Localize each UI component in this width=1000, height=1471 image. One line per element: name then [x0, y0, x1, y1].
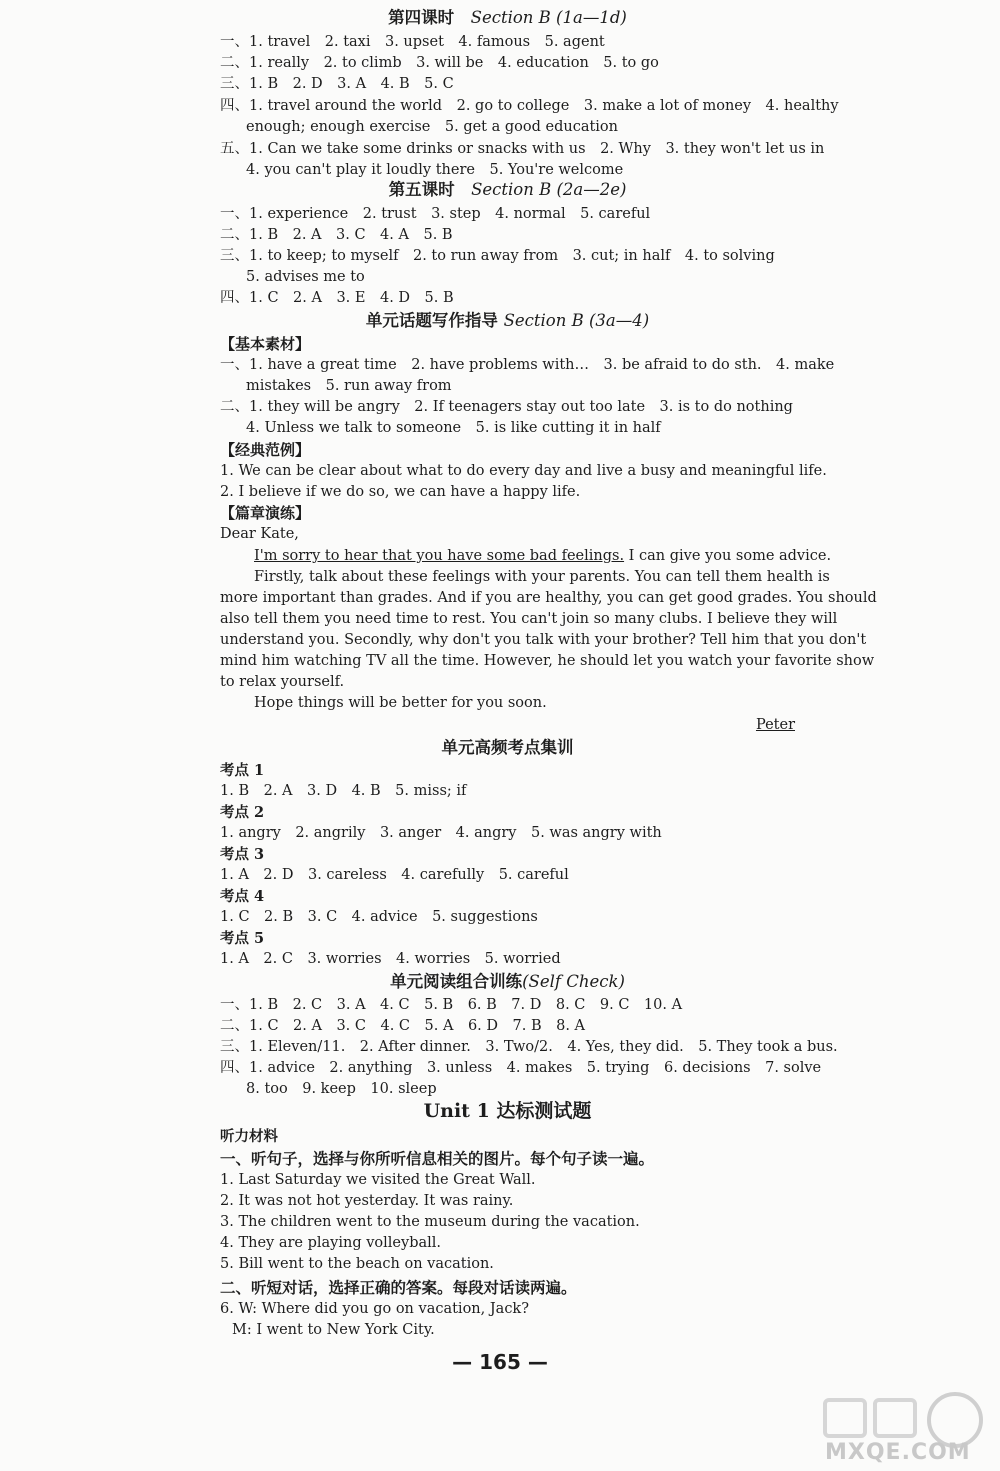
keypoint-label: 考点 5	[220, 930, 265, 947]
essay-line: mind him watching TV all the time. However, he should let you watch your favorite show	[220, 653, 875, 669]
lesson4-line: enough; enough exercise 5. get a good education	[246, 119, 619, 135]
keypoint-label: 考点 1	[220, 762, 265, 779]
essay-line: Firstly, talk about these feelings with your parents. You can tell them health is	[254, 569, 830, 585]
part1-heading: 一、听句子，选择与你所听信息相关的图片。每个句子读一遍。	[220, 1149, 655, 1168]
essay-first-line-rest: I can give you some advice.	[624, 548, 832, 564]
example-line: 2. I believe if we do so, we can have a happy life.	[220, 484, 581, 500]
watermark-text: MXQE.COM	[825, 1440, 971, 1465]
basic-line: 4. Unless we talk to someone 5. is like cutting it in half	[246, 420, 661, 436]
page-number: — 165 —	[452, 1350, 548, 1374]
essay-first-line	[254, 546, 832, 567]
essay-line: more important than grades. And if you are healthy, you can get good grades. You should	[220, 590, 877, 606]
keypoint-label: 考点 3	[220, 846, 265, 863]
essay-line: understand you. Secondly, why don't you talk with your brother? Tell him that you don't	[220, 632, 867, 648]
lesson5-line: 二、1. B 2. A 3. C 4. A 5. B	[220, 227, 453, 243]
keypoint-answers: 1. A 2. C 3. worries 4. worries 5. worried	[220, 951, 561, 967]
lesson4-title: 第四课时 Section B (1a—1d)	[388, 8, 627, 27]
keypoint-label: 考点 4	[220, 888, 265, 905]
keypoint-answers: 1. C 2. B 3. C 4. advice 5. suggestions	[220, 909, 538, 925]
reading-line: 四、1. advice 2. anything 3. unless 4. makes 5. trying 6. decisions 7. solve	[220, 1060, 822, 1076]
lesson5-title: 第五课时 Section B (2a—2e)	[388, 180, 627, 199]
lesson4-line: 4. you can't play it loudly there 5. You're welcome	[246, 162, 624, 178]
keypoint-answers: 1. angry 2. angrily 3. anger 4. angry 5. was angry with	[220, 825, 662, 841]
lesson4-line: 二、1. really 2. to climb 3. will be 4. education 5. to go	[220, 55, 659, 71]
example-label: 【经典范例】	[220, 441, 311, 459]
lesson5-line: 四、1. C 2. A 3. E 4. D 5. B	[220, 290, 454, 306]
essay-underlined-sentence: I'm sorry to hear that you have some bad feelings.	[254, 548, 625, 564]
essay-salutation: Dear Kate,	[220, 526, 299, 542]
lesson5-line: 5. advises me to	[246, 269, 365, 285]
basic-line: 二、1. they will be angry 2. If teenagers stay out too late 3. is to do nothing	[220, 399, 793, 415]
lesson4-line: 四、1. travel around the world 2. go to college 3. make a lot of money 4. healthy	[220, 98, 839, 114]
writing-title: 单元话题写作指导 Section B (3a—4)	[365, 311, 650, 330]
listening-label: 听力材料	[220, 1128, 278, 1145]
reading-line: 一、1. B 2. C 3. A 4. C 5. B 6. B 7. D 8. C 9. C 10. A	[220, 997, 683, 1013]
lesson4-line: 一、1. travel 2. taxi 3. upset 4. famous 5. agent	[220, 34, 605, 50]
basic-material-label: 【基本素材】	[220, 335, 311, 353]
reading-line: 三、1. Eleven/11. 2. After dinner. 3. Two/2. 4. Yes, they did. 5. They took a bus.	[220, 1039, 838, 1055]
lesson4-line: 五、1. Can we take some drinks or snacks with us 2. Why 3. they won't let us in	[220, 141, 825, 157]
reading-title: 单元阅读组合训练(Self Check)	[390, 972, 625, 991]
basic-line: 一、1. have a great time 2. have problems with… 3. be afraid to do sth. 4. make	[220, 357, 835, 373]
lesson4-line: 三、1. B 2. D 3. A 4. B 5. C	[220, 76, 454, 92]
reading-line: 二、1. C 2. A 3. C 4. C 5. A 6. D 7. B 8. A	[220, 1018, 586, 1034]
lesson5-line: 三、1. to keep; to myself 2. to run away from 3. cut; in half 4. to solving	[220, 248, 775, 264]
essay-line: also tell them you need time to rest. You can't join so many clubs. I believe they will	[220, 611, 838, 627]
unit-test-title: Unit 1 达标测试题	[423, 1100, 592, 1122]
listening-sentence: 1. Last Saturday we visited the Great Wall.	[220, 1172, 536, 1188]
keypoint-answers: 1. A 2. D 3. careless 4. carefully 5. careful	[220, 867, 569, 883]
lesson5-line: 一、1. experience 2. trust 3. step 4. normal 5. careful	[220, 206, 651, 222]
dialogue-line: M: I went to New York City.	[232, 1322, 435, 1338]
essay-label: 【篇章演练】	[220, 504, 311, 522]
keypoint-label: 考点 2	[220, 804, 265, 821]
listening-sentence: 5. Bill went to the beach on vacation.	[220, 1256, 494, 1272]
essay-signature: Peter	[755, 717, 795, 733]
part2-heading: 二、听短对话，选择正确的答案。每段对话读两遍。	[220, 1278, 577, 1297]
keypoint-answers: 1. B 2. A 3. D 4. B 5. miss; if	[220, 783, 467, 799]
listening-sentence: 4. They are playing volleyball.	[220, 1235, 442, 1251]
listening-sentence: 3. The children went to the museum during the vacation.	[220, 1214, 640, 1230]
listening-sentence: 2. It was not hot yesterday. It was rainy.	[220, 1193, 514, 1209]
essay-closing: Hope things will be better for you soon.	[254, 695, 547, 711]
basic-line: mistakes 5. run away from	[246, 378, 452, 394]
keypoints-title: 单元高频考点集训	[441, 738, 574, 757]
dialogue-line: 6. W: Where did you go on vacation, Jack?	[220, 1301, 529, 1317]
reading-line: 8. too 9. keep 10. sleep	[246, 1081, 437, 1097]
essay-line: to relax yourself.	[220, 674, 345, 690]
example-line: 1. We can be clear about what to do every day and live a busy and meaningful life.	[220, 463, 827, 479]
